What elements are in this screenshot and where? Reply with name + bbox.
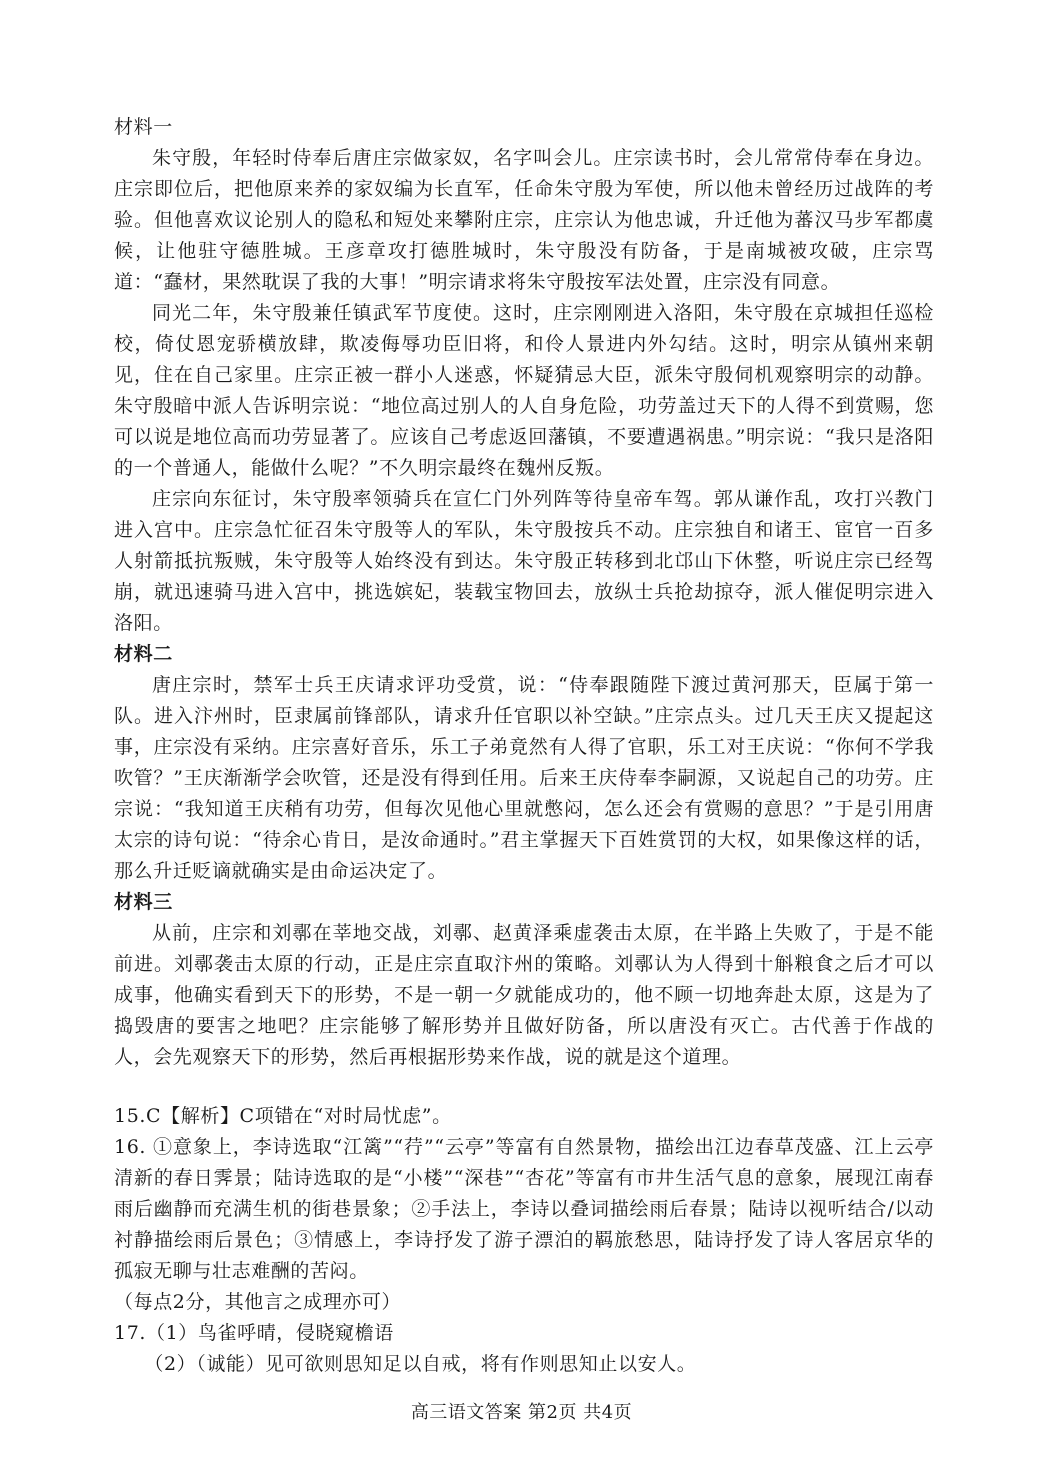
answer-16-note: （每点2分，其他言之成理亦可） <box>114 1291 402 1313</box>
material-3-paragraph: 从前，庄宗和刘鄩在莘地交战，刘鄩、赵黄泽乘虚袭击太原，在半路上失败了，于是不能前进。刘鄩袭击太原的行动，正是庄宗直取汴州的策略。刘鄩认为人得到十斛粮食之后才可以成事，他确实看到天下的形势，不是一朝一夕就能成功的，他不顾一切地奔赴太原，这是为了捣毁唐的要害之地吧？庄宗能够了解形势并且做好防备，所以唐没有灭亡。古代善于作战的人，会先观察天下的形势，然后再根据形势来作战，说的就是这个道理。 <box>114 922 934 1068</box>
material-2-paragraph: 唐庄宗时，禁军士兵王庆请求评功受赏，说：“侍奉跟随陛下渡过黄河那天，臣属于第一队。进入汴州时，臣隶属前锋部队，请求升任官职以补空缺。”庄宗点头。过几天王庆又提起这事，庄宗没有采纳。庄宗喜好音乐，乐工子弟竟然有人得了官职，乐工对王庆说：“你何不学我吹管？”王庆渐渐学会吹管，还是没有得到任用。后来王庆侍奉李嗣源，又说起自己的功劳。庄宗说：“我知道王庆稍有功劳，但每次见他心里就憋闷，怎么还会有赏赐的意思？”于是引用唐太宗的诗句说：“待余心肯日，是汝命通时。”君主掌握天下百姓赏罚的大权，如果像这样的话，那么升迁贬谪就确实是由命运决定了。 <box>114 674 934 882</box>
material-3-title: 材料三 <box>114 891 173 913</box>
material-2-title: 材料二 <box>114 643 173 665</box>
answer-15: 15.C【解析】C项错在“对时局忧虑”。 <box>114 1105 452 1127</box>
material-1-title: 材料一 <box>114 116 173 138</box>
section-gap <box>114 1073 934 1101</box>
material-1-paragraph: 朱守殷，年轻时侍奉后唐庄宗做家奴，名字叫会儿。庄宗读书时，会儿常常侍奉在身边。庄宗即位后，把他原来养的家奴编为长直军，任命朱守殷为军使，所以他未曾经历过战阵的考验。但他喜欢议论别人的隐私和短处来攀附庄宗，庄宗认为他忠诚，升迁他为蕃汉马步军都虞候，让他驻守德胜城。王彦章攻打德胜城时，朱守殷没有防备，于是南城被攻破，庄宗骂道：“蠢材，果然耽误了我的大事！”明宗请求将朱守殷按军法处置，庄宗没有同意。 <box>114 147 934 293</box>
answer-17-part-1: 17.（1）鸟雀呼晴，侵晓窥檐语 <box>114 1322 394 1344</box>
answer-16: 16. ①意象上，李诗选取“江篱”“荇”“云亭”等富有自然景物，描绘出江边春草茂盛、江上云亭清新的春日霁景；陆诗选取的是“小楼”“深巷”“杏花”等富有市井生活气息的意象，展现江南春雨后幽静而充满生机的街巷景象；②手法上，李诗以叠词描绘雨后春景；陆诗以视听结合/以动衬静描绘雨后景色；③情感上，李诗抒发了游子漂泊的羁旅愁思，陆诗抒发了诗人客居京华的孤寂无聊与壮志难酬的苦闷。 <box>114 1136 934 1282</box>
page-footer: 高三语文答案 第2页 共4页 <box>410 1402 633 1423</box>
page-content <box>114 112 934 1380</box>
material-1-paragraph: 庄宗向东征讨，朱守殷率领骑兵在宣仁门外列阵等待皇帝车驾。郭从谦作乱，攻打兴教门进入宫中。庄宗急忙征召朱守殷等人的军队，朱守殷按兵不动。庄宗独自和诸王、宦官一百多人射箭抵抗叛贼，朱守殷等人始终没有到达。朱守殷正转移到北邙山下休整，听说庄宗已经驾崩，就迅速骑马进入宫中，挑选嫔妃，装载宝物回去，放纵士兵抢劫掠夺，派人催促明宗进入洛阳。 <box>114 488 934 634</box>
answer-17-part-2: （2）（诚能）见可欲则思知足以自戒，将有作则思知止以安人。 <box>144 1353 697 1375</box>
material-1-paragraph: 同光二年，朱守殷兼任镇武军节度使。这时，庄宗刚刚进入洛阳，朱守殷在京城担任巡检校，倚仗恩宠骄横放肆，欺凌侮辱功臣旧将，和伶人景进内外勾结。这时，明宗从镇州来朝见，住在自己家里。庄宗正被一群小人迷惑，怀疑猜忌大臣，派朱守殷伺机观察明宗的动静。朱守殷暗中派人告诉明宗说：“地位高过别人的人自身危险，功劳盖过天下的人得不到赏赐，您可以说是地位高而功劳显著了。应该自己考虑返回藩镇，不要遭遇祸患。”明宗说：“我只是洛阳的一个普通人，能做什么呢？”不久明宗最终在魏州反叛。 <box>114 302 934 479</box>
